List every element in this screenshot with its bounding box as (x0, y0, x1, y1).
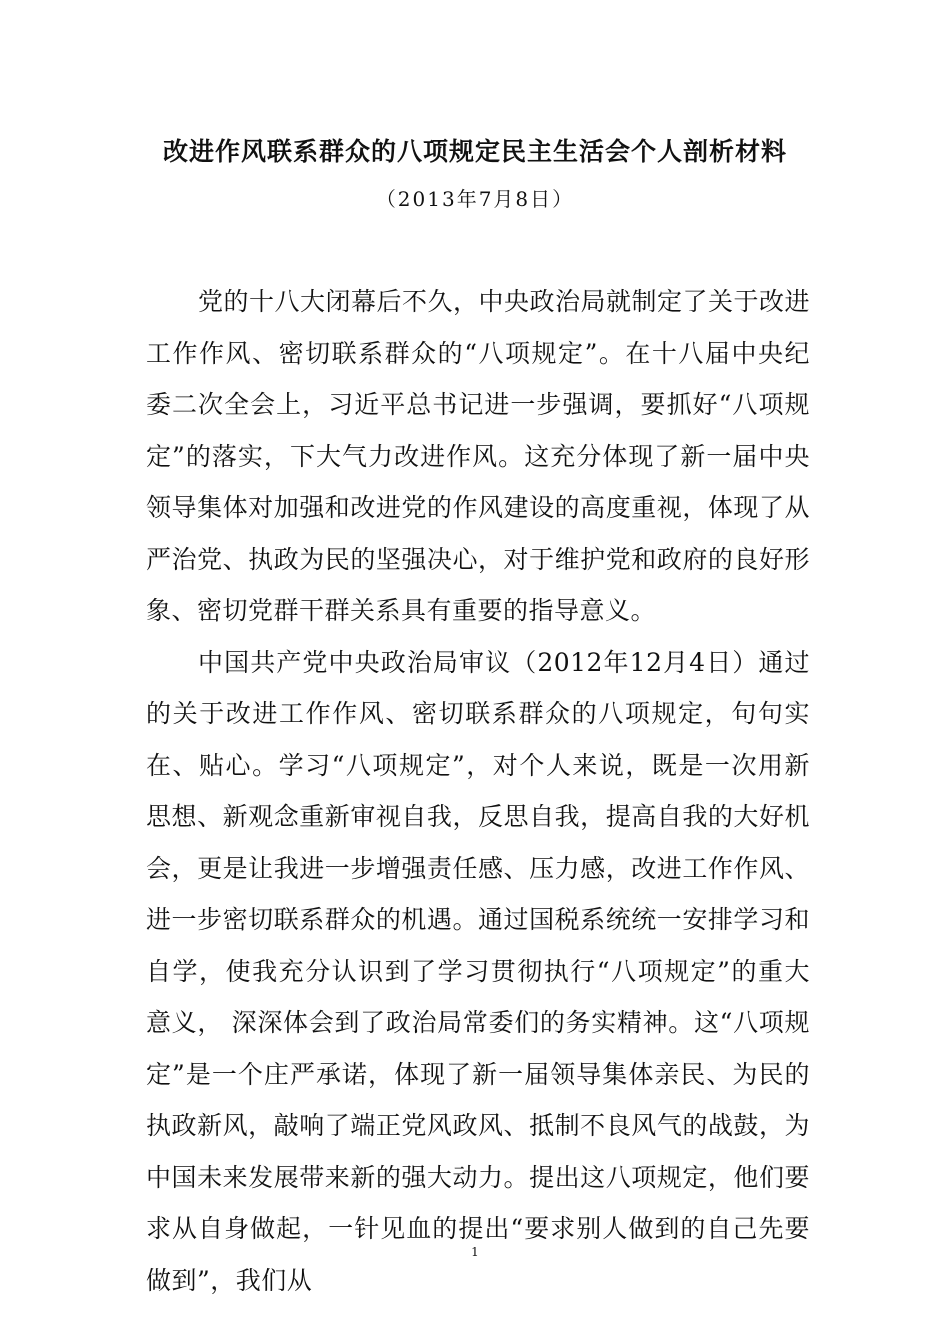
paragraph: 党的十八大闭幕后不久，中央政治局就制定了关于改进工作作风、密切联系群众的“八项规定”。在十八届中央纪委二次全会上，习近平总书记进一步强调，要抓好“八项规定”的落实，下大气力改进作风。这充分体现了新一届中央领导集体对加强和改进党的作风建设的高度重视，体现了从严治党、执政为民的坚强决心，对于维护党和政府的良好形象、密切党群干群关系具有重要的指导意义。 (146, 287, 811, 625)
document-body (146, 276, 810, 1306)
page-number: 1 (471, 1245, 479, 1259)
paragraph: 中国共产党中央政治局审议（2012年12月4日）通过的关于改进工作作风、密切联系群众的八项规定，句句实在、贴心。学习“八项规定”，对个人来说，既是一次用新思想、新观念重新审视自我，反思自我，提高自我的大好机会，更是让我进一步增强责任感、压力感，改进工作作风、进一步密切联系群众的机遇。通过国税系统统一安排学习和自学，使我充分认识到了学习贯彻执行“八项规定”的重大意义， 深深体会到了政治局常委们的务实精神。这“八项规定”是一个庄严承诺，体现了新一届领导集体亲民、为民的执政新风，敲响了端正党风政风、抵制不良风气的战鼓，为中国未来发展带来新的强大动力。提出这八项规定，他们要求从自身做起，一针见血的提出“要求别人做到的自己先要做到”，我们从 (146, 647, 810, 1295)
document-title: 改进作风联系群众的八项规定民主生活会个人剖析材料 (162, 137, 787, 166)
document-date: （2013年7月8日） (375, 187, 575, 211)
